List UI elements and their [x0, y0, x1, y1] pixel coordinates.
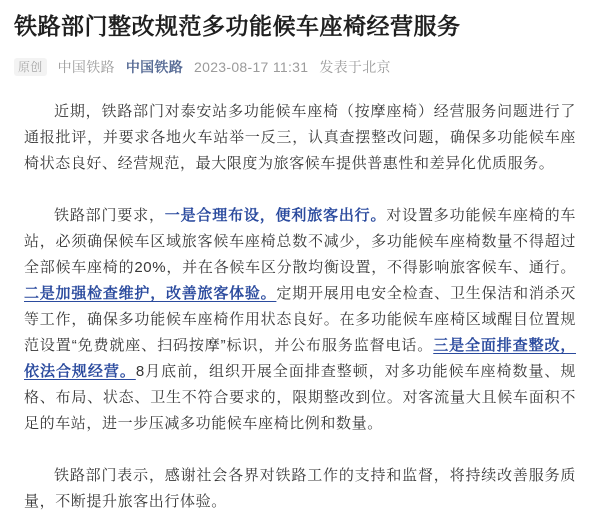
- original-badge: 原创: [14, 58, 47, 76]
- text-segment: 定期开展用电安全检查、卫生保洁和消杀灭等工作，确保多功能候车座椅作用状态良好。在多功能候车座椅区域醒目位置规范设置“免费就座、扫码按摩”标识，并公布服务监督电话。: [24, 285, 576, 355]
- paragraph: [14, 463, 586, 510]
- article-title: 铁路部门整改规范多功能候车座椅经营服务: [14, 13, 461, 39]
- emphasis-segment: 三是全面排查整改，依法合规经营。: [24, 337, 576, 381]
- text-segment: 铁路部门要求，: [54, 207, 165, 225]
- article-meta: [14, 57, 586, 77]
- text-segment: 近期，铁路部门对泰安站多功能候车座椅（按摩座椅）经营服务问题进行了通报批评，并要求各地火车站举一反三，认真查摆整改问题，确保多功能候车座椅状态良好、经营规范，最大限度为旅客候车提供普惠性和差异化优质服务。: [24, 103, 576, 173]
- author-name: 中国铁路: [57, 59, 115, 76]
- paragraph: [14, 99, 586, 177]
- emphasis-segment: 二是加强检查维护，改善旅客体验。: [24, 285, 277, 303]
- emphasis-segment: 一是合理布设，便利旅客出行。: [164, 207, 387, 225]
- publish-location: 发表于北京: [319, 59, 391, 76]
- text-segment: 8月底前，组织开展全面排查整顿，对多功能候车座椅数量、规格、布局、状态、卫生不符合要求的，限期整改到位。对客流量大且候车面积不足的车站，进一步压减多功能候车座椅比例和数量。: [24, 363, 576, 433]
- publish-time: 2023-08-17 11:31: [194, 59, 309, 76]
- article-body: [14, 99, 586, 510]
- text-segment: 对设置多功能候车座椅的车站，必须确保候车区域旅客候车座椅总数不减少，多功能候车座椅数量不得超过全部候车座椅的20%，并在各候车区分散均衡设置，不得影响旅客候车、通行。: [24, 207, 576, 277]
- account-link[interactable]: 中国铁路: [125, 59, 184, 76]
- text-segment: 铁路部门表示，感谢社会各界对铁路工作的支持和监督，将持续改善服务质量，不断提升旅客出行体验。: [24, 467, 576, 510]
- paragraph: [14, 203, 586, 437]
